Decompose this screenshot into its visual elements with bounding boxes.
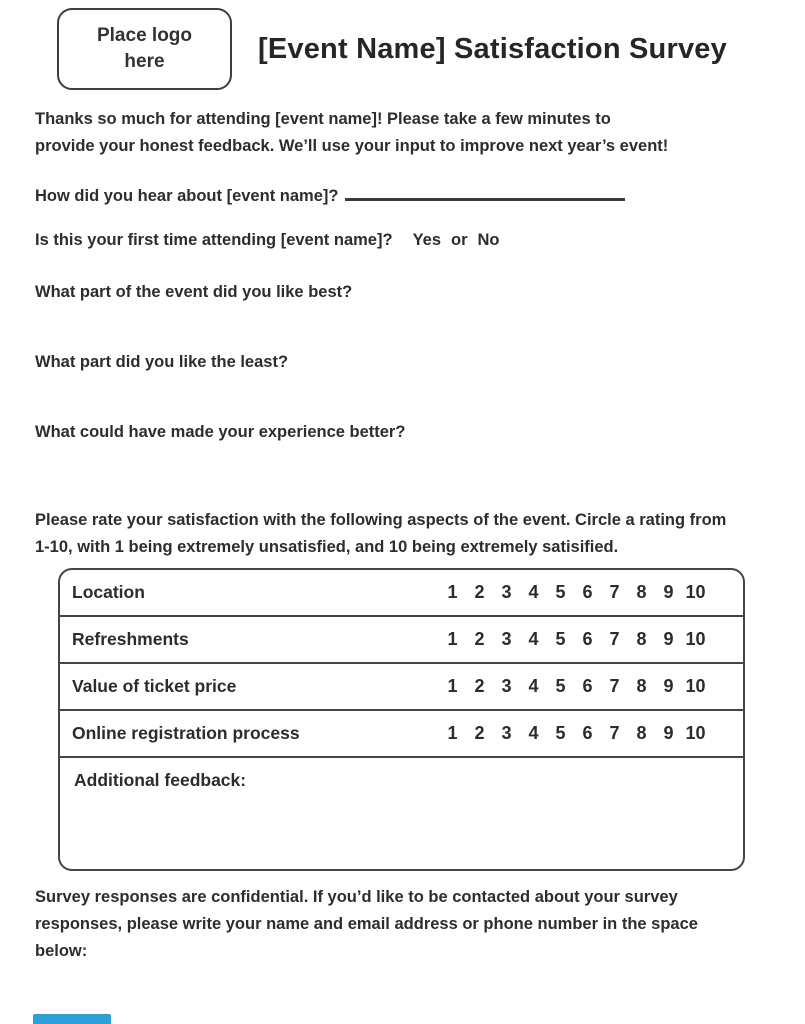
rating-instructions: [35, 507, 726, 561]
rating-option-2[interactable]: 2: [474, 582, 485, 602]
rating-option-5[interactable]: 5: [555, 629, 566, 649]
rating-scale: [439, 676, 709, 697]
intro-paragraph: [35, 106, 668, 160]
rating-option-7[interactable]: 7: [609, 629, 620, 649]
rating-option-7[interactable]: 7: [609, 582, 620, 602]
question-like-best: What part of the event did you like best?: [35, 283, 353, 301]
rating-option-4[interactable]: 4: [528, 676, 539, 696]
rating-option-2[interactable]: 2: [474, 629, 485, 649]
rating-option-2[interactable]: 2: [474, 676, 485, 696]
hear-about-answer-blank[interactable]: [345, 184, 625, 201]
logo-placeholder-text: Place logo: [96, 25, 193, 46]
rating-option-1[interactable]: 1: [447, 582, 458, 602]
rating-option-4[interactable]: 4: [528, 629, 539, 649]
option-yes[interactable]: Yes: [412, 231, 442, 249]
rating-row: [60, 664, 743, 711]
confidentiality-line: responses, please write your name and email address or phone number in the space: [35, 915, 698, 933]
rating-option-10[interactable]: 10: [685, 676, 706, 696]
rating-row-label: Online registration process: [72, 723, 300, 743]
rating-option-8[interactable]: 8: [636, 723, 647, 743]
intro-line: provide your honest feedback. We’ll use your input to improve next year’s event!: [35, 137, 669, 155]
question-first-time-label: Is this your first time attending [event name]?: [35, 231, 393, 249]
rating-table: [58, 568, 745, 871]
question-first-time: [35, 231, 500, 250]
additional-feedback-area[interactable]: [60, 758, 743, 865]
rating-option-3[interactable]: 3: [501, 676, 512, 696]
rating-scale: [439, 629, 709, 650]
intro-line: Thanks so much for attending [event name]! Please take a few minutes to: [35, 110, 611, 128]
rating-row-label: Value of ticket price: [72, 676, 237, 696]
logo-placeholder-text: here: [124, 51, 165, 72]
rating-option-6[interactable]: 6: [582, 723, 593, 743]
rating-option-1[interactable]: 1: [447, 723, 458, 743]
rating-option-7[interactable]: 7: [609, 723, 620, 743]
question-hear-about-label: How did you hear about [event name]?: [35, 187, 339, 205]
logo-placeholder-box: [57, 8, 232, 90]
rating-option-9[interactable]: 9: [663, 723, 674, 743]
next-page-accent-bar: [33, 1014, 111, 1024]
confidentiality-line: below:: [35, 942, 88, 960]
rating-instructions-line: Please rate your satisfaction with the following aspects of the event. Circle a rating from: [35, 511, 727, 529]
rating-option-7[interactable]: 7: [609, 676, 620, 696]
rating-option-8[interactable]: 8: [636, 582, 647, 602]
rating-option-5[interactable]: 5: [555, 723, 566, 743]
rating-option-9[interactable]: 9: [663, 629, 674, 649]
rating-row: [60, 711, 743, 758]
confidentiality-note: [35, 884, 698, 965]
rating-option-1[interactable]: 1: [447, 629, 458, 649]
rating-option-10[interactable]: 10: [685, 723, 706, 743]
question-experience-better: What could have made your experience better?: [35, 423, 406, 441]
question-hear-about: [35, 184, 625, 206]
rating-option-6[interactable]: 6: [582, 582, 593, 602]
rating-row: [60, 570, 743, 617]
rating-option-9[interactable]: 9: [663, 676, 674, 696]
rating-option-6[interactable]: 6: [582, 629, 593, 649]
page-title: [Event Name] Satisfaction Survey: [258, 33, 727, 65]
rating-scale: [439, 582, 709, 603]
rating-option-8[interactable]: 8: [636, 629, 647, 649]
question-like-least: What part did you like the least?: [35, 353, 289, 371]
rating-option-9[interactable]: 9: [663, 582, 674, 602]
rating-option-2[interactable]: 2: [474, 723, 485, 743]
rating-option-1[interactable]: 1: [447, 676, 458, 696]
rating-instructions-line: 1-10, with 1 being extremely unsatisfied, and 10 being extremely satisified.: [35, 538, 619, 556]
rating-rows: [60, 570, 743, 758]
rating-option-10[interactable]: 10: [685, 582, 706, 602]
rating-scale: [439, 723, 709, 744]
option-conjunction: or: [451, 231, 468, 249]
additional-feedback-label: Additional feedback:: [74, 770, 247, 790]
rating-row: [60, 617, 743, 664]
rating-option-10[interactable]: 10: [685, 629, 706, 649]
rating-option-4[interactable]: 4: [528, 723, 539, 743]
rating-option-6[interactable]: 6: [582, 676, 593, 696]
option-no[interactable]: No: [477, 231, 500, 249]
rating-option-4[interactable]: 4: [528, 582, 539, 602]
rating-row-label: Location: [72, 582, 145, 602]
rating-option-3[interactable]: 3: [501, 582, 512, 602]
rating-option-3[interactable]: 3: [501, 723, 512, 743]
rating-option-3[interactable]: 3: [501, 629, 512, 649]
confidentiality-line: Survey responses are confidential. If you’d like to be contacted about your survey: [35, 888, 678, 906]
rating-option-5[interactable]: 5: [555, 676, 566, 696]
rating-option-8[interactable]: 8: [636, 676, 647, 696]
rating-row-label: Refreshments: [72, 629, 189, 649]
rating-option-5[interactable]: 5: [555, 582, 566, 602]
